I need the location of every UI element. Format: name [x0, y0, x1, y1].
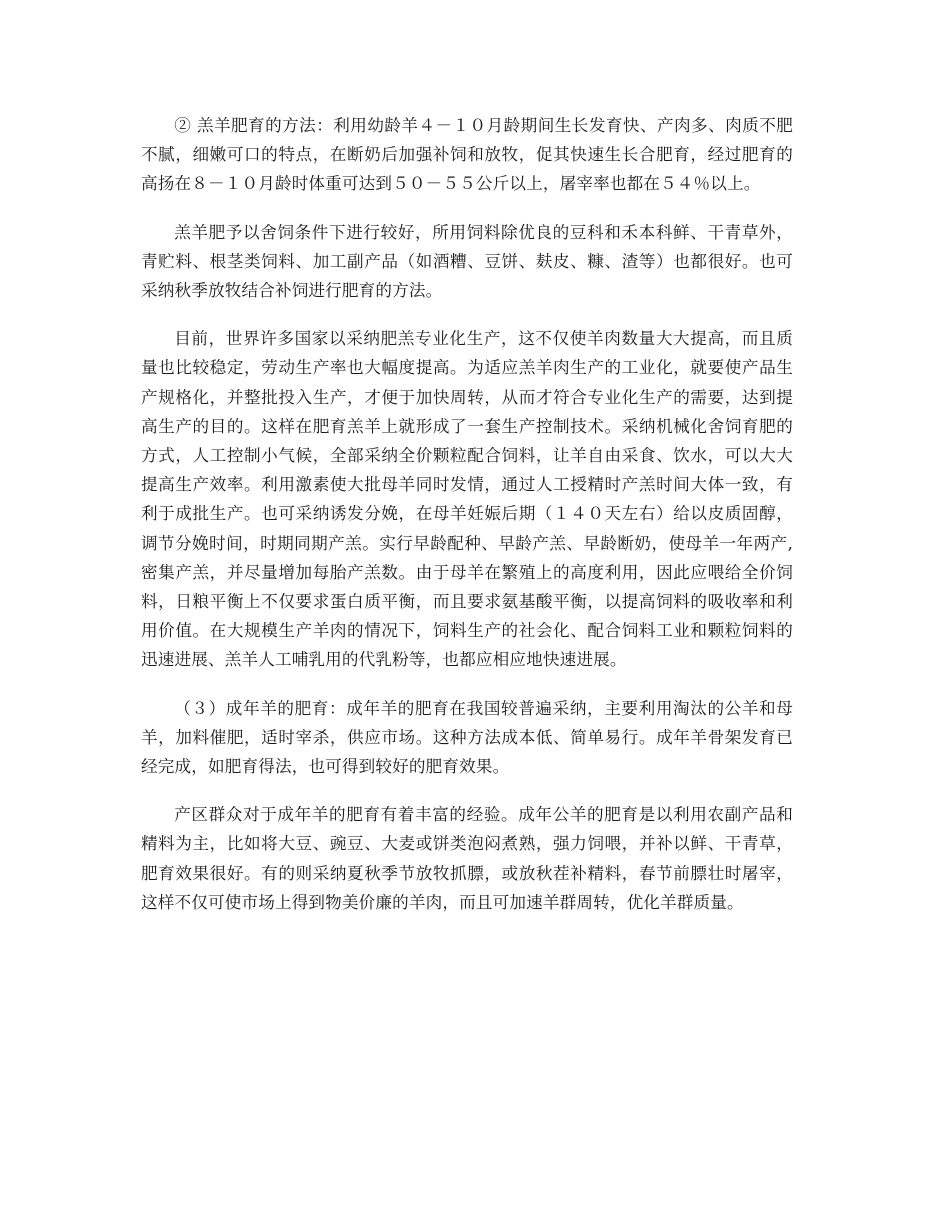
paragraph-lamb-fattening-method: ② 羔羊肥育的方法：利用幼龄羊４－１０月龄期间生长发育快、产肉多、肉质不肥不腻，细嫩可口的特点，在断奶后加强补饲和放牧，促其快速生长合肥育，经过肥育的高扬在８－１０月龄时体重可达到５０－５５公斤以上，屠宰率也都在５４％以上。	[141, 116, 793, 194]
paragraph-adult-sheep-fattening: （３）成年羊的肥育：成年羊的肥育在我国较普遍采纳，主要利用淘汰的公羊和母羊，加料催肥，适时宰杀，供应市场。这种方法成本低、简单易行。成年羊骨架发育已经完成，如肥育得法，也可得到较好的肥育效果。	[141, 698, 793, 777]
paragraph-gap	[141, 305, 793, 324]
paragraph-gap	[141, 199, 793, 218]
paragraph-farmer-experience: 产区群众对于成年羊的肥育有着丰富的经验。成年公羊的肥育是以利用农副产品和精料为主，比如将大豆、豌豆、大麦或饼类泡闷煮熟，强力饲喂，并补以鲜、干青草，肥育效果很好。有的则采纳夏秋季节放牧抓膘，或放秋茬补精料，春节前膘壮时屠宰，这样不仅可使市场上得到物美价廉的羊肉，而且可加速羊群周转，优化羊群质量。	[141, 805, 793, 912]
paragraph-lamb-feeding: 羔羊肥予以舍饲条件下进行较好，所用饲料除优良的豆科和禾本科鲜、干青草外，青贮料、根茎类饲料、加工副产品（如酒糟、豆饼、麸皮、糠、渣等）也都很好。也可采纳秋季放牧结合补饲进行肥育的方法。	[141, 222, 793, 301]
paragraph-gap	[141, 781, 793, 800]
paragraph-gap	[141, 675, 793, 694]
document-body	[141, 111, 793, 917]
paragraph-specialized-production: 目前，世界许多国家以采纳肥羔专业化生产，这不仅使羊肉数量大大提高，而且质量也比较稳定，劳动生产率也大幅度提高。为适应羔羊肉生产的工业化，就要使产品生产规格化，并整批投入生产，才便于加快周转，从而才符合专业化生产的需要，达到提高生产的目的。这样在肥育羔羊上就形成了一套生产控制技术。采纳机械化舍饲育肥的方式，人工控制小气候，全部采纳全价颗粒配合饲料，让羊自由采食、饮水，可以大大提高生产效率。利用激素使大批母羊同时发情，通过人工授精时产羔时间大体一致，有利于成批生产。也可采纳诱发分娩，在母羊妊娠后期（１４０天左右）给以皮质固醇，调节分娩时间，时期同期产羔。实行早龄配种、早龄产羔、早龄断奶，使母羊一年两产,密集产羔，并尽量增加每胎产羔数。由于母羊在繁殖上的高度利用，因此应喂给全价饲料，日粮平衡上不仅要求蛋白质平衡，而且要求氨基酸平衡，以提高饲料的吸收率和利用价值。在大规模生产羊肉的情况下，饲料生产的社会化、配合饲料工业和颗粒饲料的迅速进展、羔羊人工哺乳用的代乳粉等，也都应相应地快速进展。	[141, 329, 793, 670]
